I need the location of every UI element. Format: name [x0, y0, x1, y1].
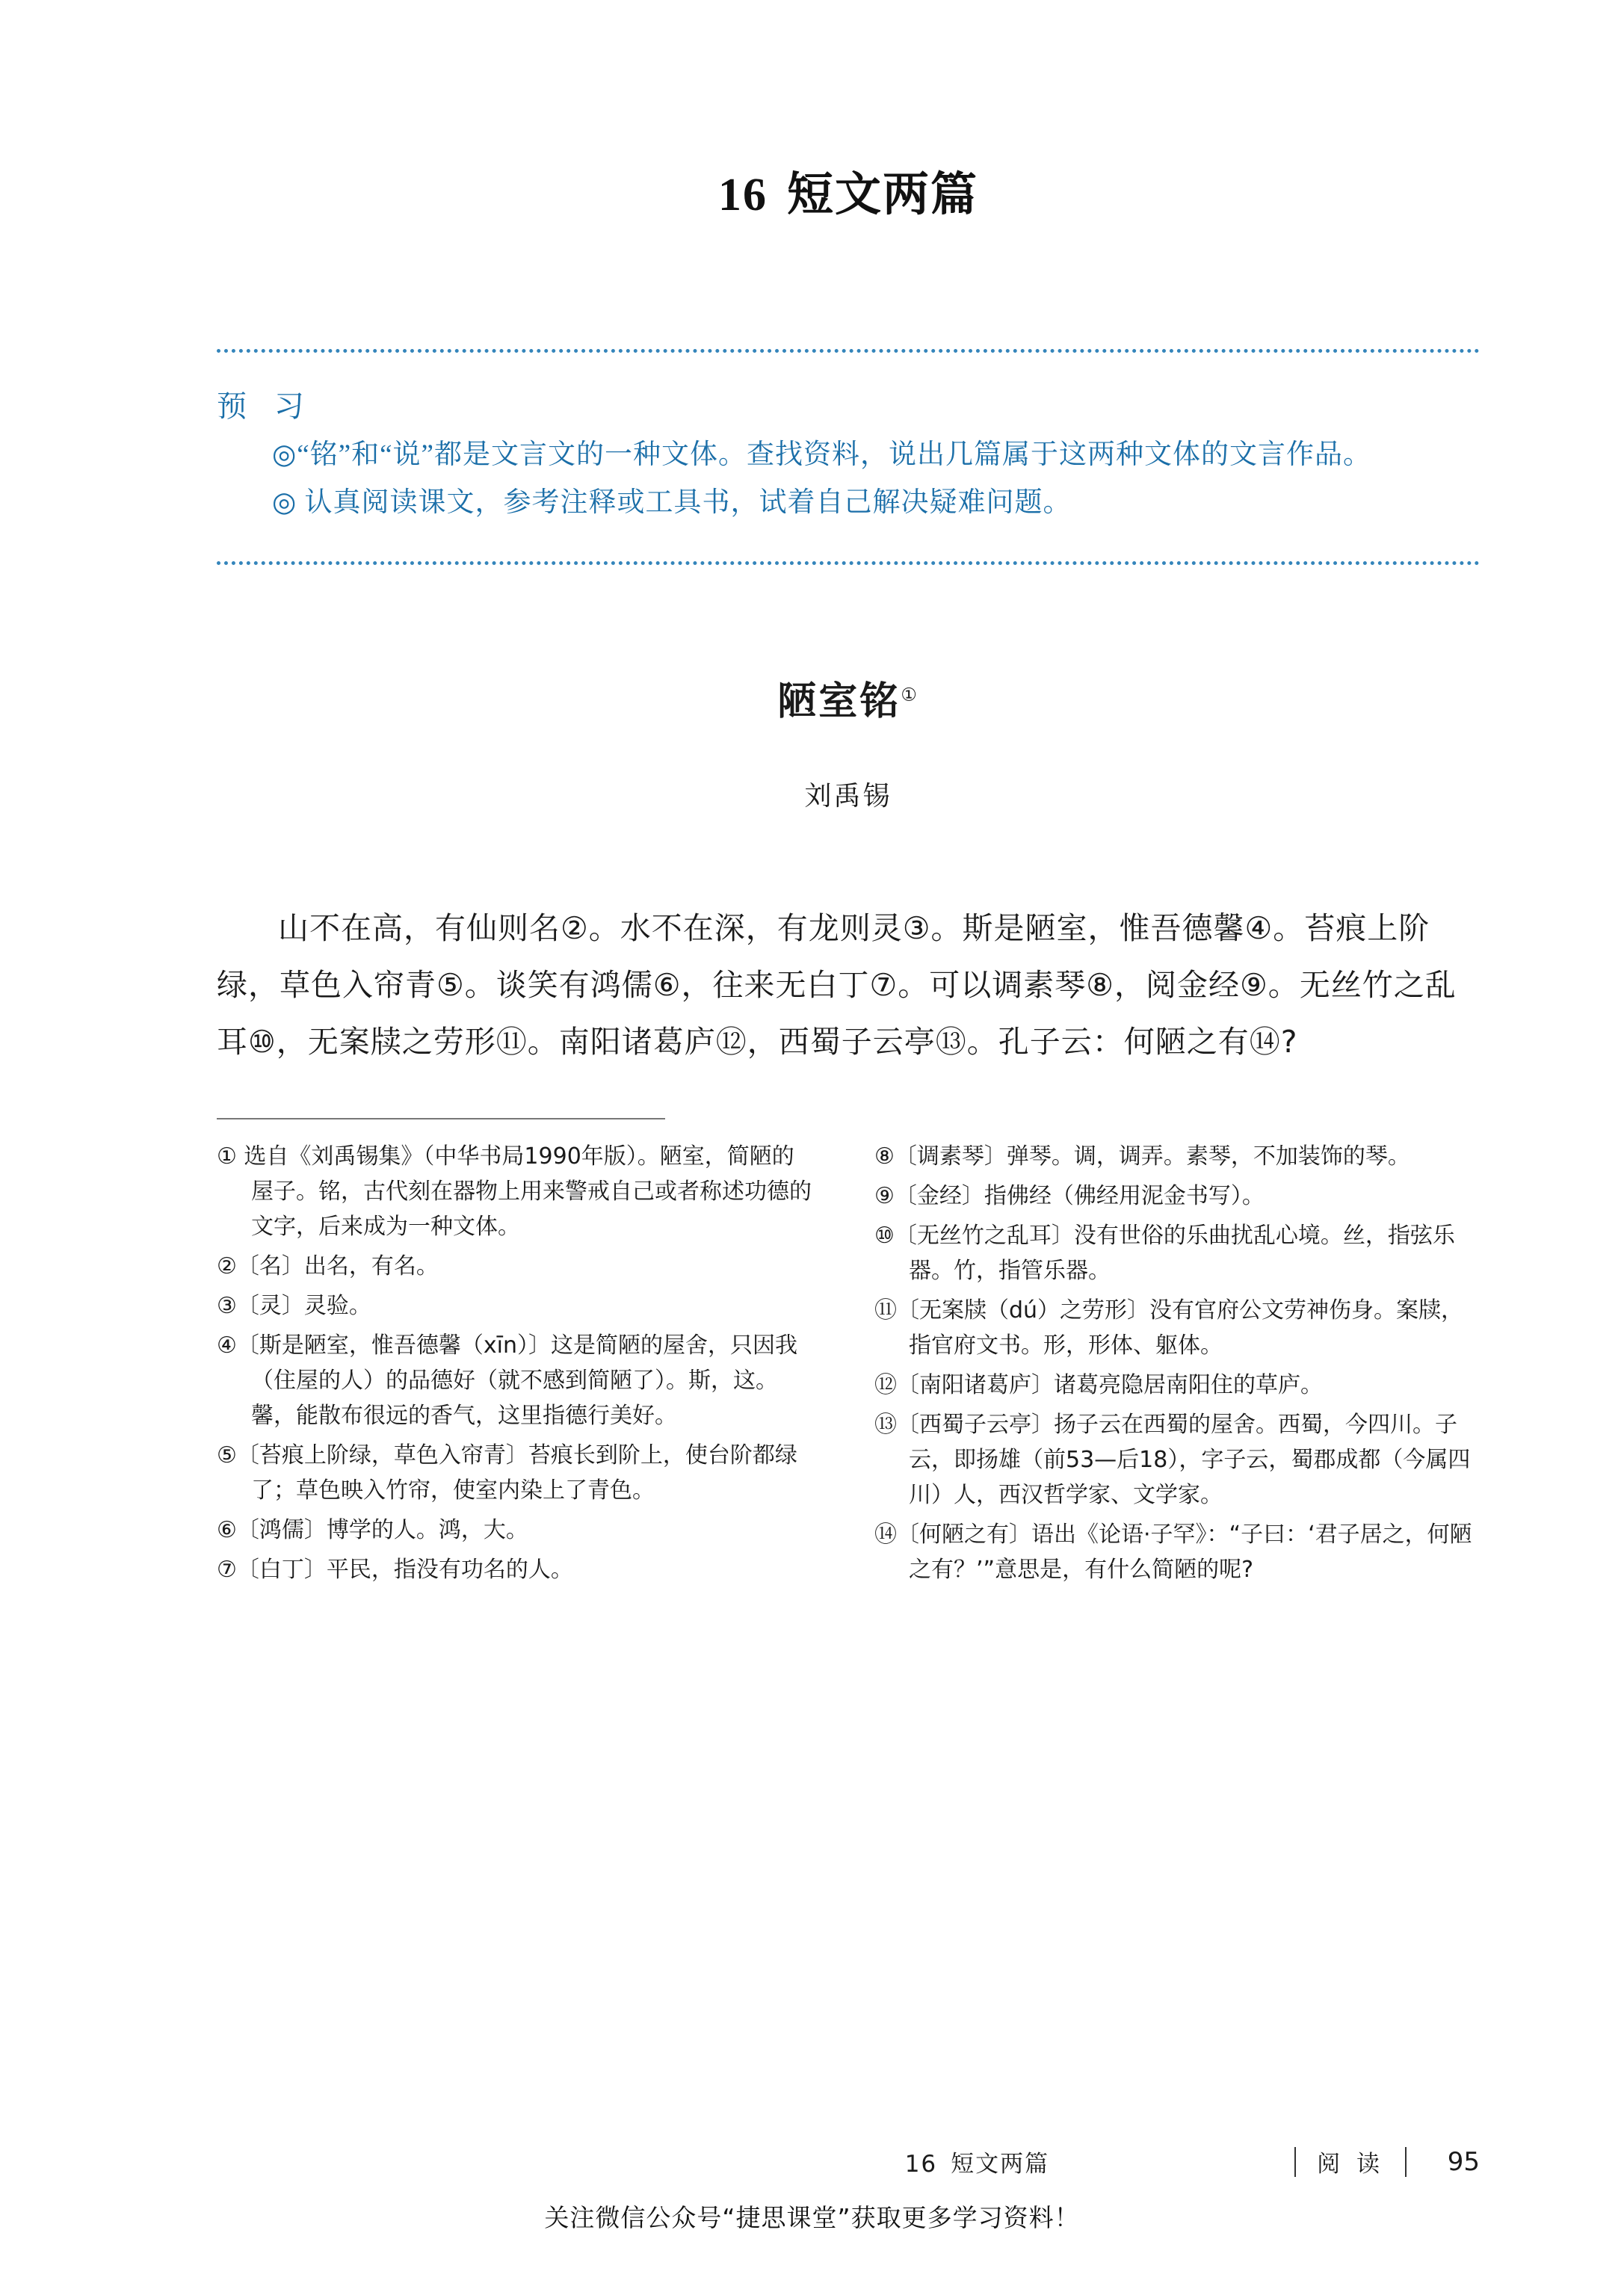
- notes-separator: [217, 1118, 665, 1119]
- article-title-note-marker: ①: [901, 684, 919, 705]
- footnote-item: ⑦〔白丁〕平民，指没有功名的人。: [217, 1557, 573, 1583]
- lesson-number: 16: [717, 170, 768, 220]
- footnote-item: ⑤〔苔痕上阶绿，草色入帘青〕苔痕长到阶上，使台阶都绿了；草色映入竹帘，使室内染上了青色。: [217, 1442, 797, 1504]
- footer-lesson-number: 16: [904, 2151, 938, 2178]
- footnotes-left-column: [217, 1139, 815, 1592]
- article-author: 刘禹锡: [804, 781, 892, 812]
- footnote-item: ⑨〔金经〕指佛经（佛经用泥金书写）。: [874, 1183, 1265, 1209]
- footer-section: 阅 读: [1317, 2151, 1384, 2178]
- article-title: [217, 670, 1480, 726]
- footnote-item: ⑬〔西蜀子云亭〕扬子云在西蜀的屋舍。西蜀，今四川。子云，即扬雄（前53—后18），字子云，蜀郡成都（今属四川）人，西汉哲学家、文学家。: [874, 1412, 1471, 1508]
- footnote-item: ⑧〔调素琴〕弹琴。调，调弄。素琴，不加装饰的琴。: [874, 1143, 1410, 1170]
- footer-divider-right: [1405, 2147, 1407, 2177]
- footnote-item: ⑩〔无丝竹之乱耳〕没有世俗的乐曲扰乱心境。丝，指弦乐器。竹，指管乐器。: [874, 1223, 1455, 1284]
- preview-item-1: ◎“铭”和“说”都是文言文的一种文体。查找资料，说出几篇属于这两种文体的文言作品。: [272, 439, 1371, 470]
- footer-lesson: [905, 2145, 1049, 2178]
- page-number: 95: [1447, 2146, 1480, 2177]
- footnote-item: ⑪〔无案牍（dú）之劳形〕没有官府公文劳神伤身。案牍，指官府文书。形，形体、躯体。: [874, 1297, 1464, 1359]
- footnote-item: ⑭〔何陋之有〕语出《论语·子罕》：“子曰：‘君子居之，何陋之有？’”意思是，有什么简陋的呢?: [874, 1522, 1472, 1583]
- preview-section: [217, 349, 1480, 565]
- preview-heading: 预 习: [217, 389, 313, 424]
- footnote-item: ⑫〔南阳诸葛庐〕诸葛亮隐居南阳住的草庐。: [874, 1372, 1323, 1398]
- page-footer: [217, 2145, 1480, 2178]
- divider-bottom: [217, 561, 1480, 565]
- footnotes: [217, 1139, 1480, 1592]
- page-content: [217, 0, 1480, 1592]
- article-body: 山不在高，有仙则名②。水不在深，有龙则灵③。斯是陋室，惟吾德馨④。苔痕上阶绿，草色入帘青⑤。谈笑有鸿儒⑥，往来无白丁⑦。可以调素琴⑧，阅金经⑨。无丝竹之乱耳⑩，无案牍之劳形⑪。南阳诸葛庐⑫，西蜀子云亭⑬。孔子云：何陋之有⑭?: [217, 910, 1457, 1060]
- footnote-item: ④〔斯是陋室，惟吾德馨（xīn）〕这是简陋的屋舍，只因我（住屋的人）的品德好（就不感到简陋了）。斯，这。馨，能散布很远的香气，这里指德行美好。: [217, 1332, 797, 1429]
- article-title-text: 陋室铭: [777, 679, 901, 724]
- footnote-item: ① 选自《刘禹锡集》（中华书局1990年版）。陋室，简陋的屋子。铭，古代刻在器物上用来警戒自己或者称述功德的文字，后来成为一种文体。: [217, 1143, 812, 1240]
- footnote-item: ⑥〔鸿儒〕博学的人。鸿，大。: [217, 1517, 528, 1543]
- divider-top: [217, 349, 1480, 353]
- footer-divider-left: [1294, 2147, 1296, 2177]
- preview-item-2: ◎ 认真阅读课文，参考注释或工具书，试着自己解决疑难问题。: [272, 487, 1072, 518]
- lesson-title: 短文两篇: [786, 167, 978, 221]
- footer-lesson-title: 短文两篇: [951, 2151, 1050, 2178]
- promo-text: 关注微信公众号“捷思课堂”获取更多学习资料！: [544, 2203, 1080, 2232]
- footnotes-right-column: [874, 1139, 1472, 1592]
- page-title: [217, 157, 1480, 223]
- footnote-item: ②〔名〕出名，有名。: [217, 1253, 439, 1279]
- footnote-item: ③〔灵〕灵验。: [217, 1293, 371, 1319]
